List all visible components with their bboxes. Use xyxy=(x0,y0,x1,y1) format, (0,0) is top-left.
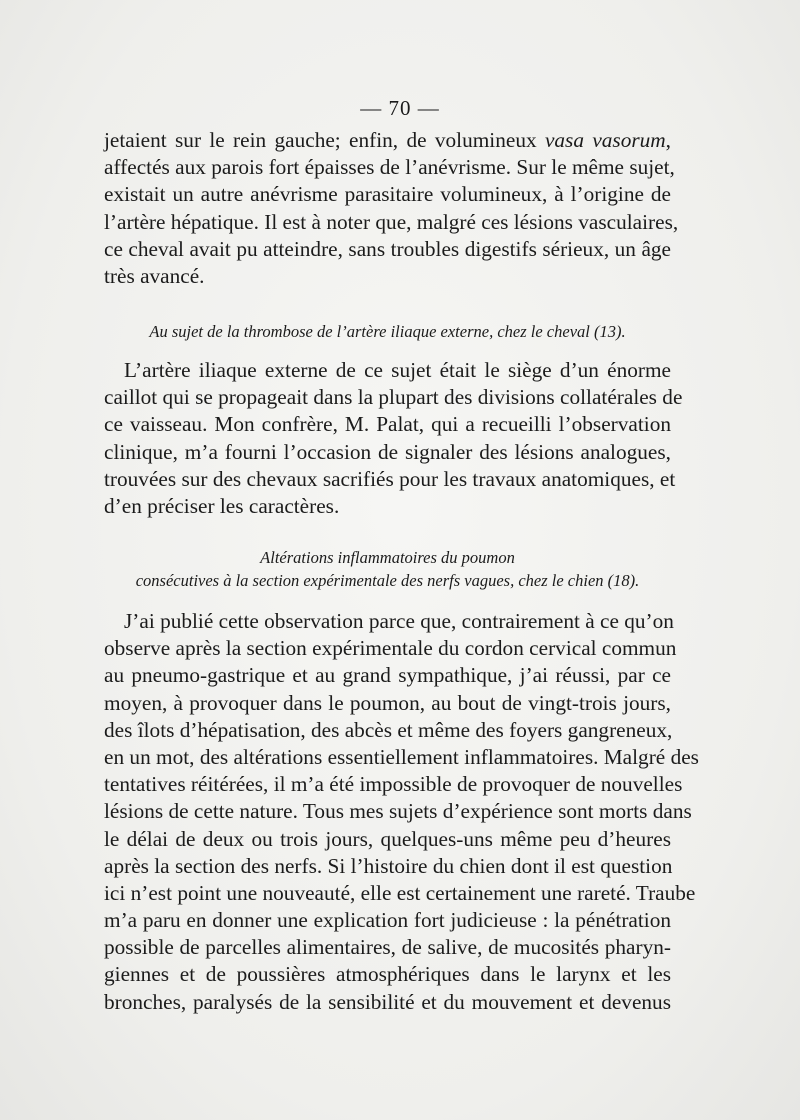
text-line: trouvées sur des chevaux sacrifiés pour les travaux anatomiques, et xyxy=(104,466,676,491)
text-line: très avancé. xyxy=(104,263,205,288)
text-line: affectés aux parois fort épaisses de l’anévrisme. Sur le même sujet, xyxy=(104,155,675,180)
text-line: caillot qui se propageait dans la plupart des divisions collatérales de xyxy=(104,385,683,410)
text-line: au pneumo-gastrique et au grand sympathique, j’ai réussi, par ce xyxy=(104,663,671,688)
text-line: existait un autre anévrisme parasitaire volumineux, à l’origine de xyxy=(104,182,671,207)
text-line: tentatives réitérées, il m’a été impossible de provoquer de nouvelles xyxy=(104,772,683,797)
section-heading-lung-title: Altérations inflammatoires du poumon xyxy=(260,548,515,567)
text-line: moyen, à provoquer dans le poumon, au bout de vingt-trois jours, xyxy=(104,690,671,715)
section-heading-lung-subtitle: consécutives à la section expérimentale des nerfs vagues, chez le chien (18). xyxy=(135,571,640,590)
text-line: bronches, paralysés de la sensibilité et du mouvement et devenus xyxy=(104,989,671,1014)
text-line: m’a paru en donner une explication fort judicieuse : la pénétration xyxy=(104,908,671,933)
section-heading-thrombosis: Au sujet de la thrombose de l’artère iliaque externe, chez le cheval (13). xyxy=(149,322,626,341)
paragraph-lung xyxy=(104,608,699,1016)
text-line: après la section des nerfs. Si l’histoire du chien dont il est question xyxy=(104,853,673,878)
text-line: observe après la section expérimentale du cordon cervical commun xyxy=(104,636,677,661)
text-line: possible de parcelles alimentaires, de salive, de mucosités pharyn- xyxy=(104,935,671,960)
text-line: giennes et de poussières atmosphériques dans le larynx et les xyxy=(104,962,671,987)
text-line: ce cheval avait pu atteindre, sans troubles digestifs sérieux, un âge xyxy=(104,236,671,261)
text-line: J’ai publié cette observation parce que, contrairement à ce qu’on xyxy=(124,609,674,633)
text-line: clinique, m’a fourni l’occasion de signaler des lésions analogues, xyxy=(104,439,671,464)
text-line: jetaient sur le rein gauche; enfin, de volumineux vasa vasorum, xyxy=(104,128,671,152)
text-line: lésions de cette nature. Tous mes sujets d’expérience sont morts dans xyxy=(104,799,692,824)
text-line: le délai de deux ou trois jours, quelques-uns même peu d’heures xyxy=(104,826,671,851)
text-line: des îlots d’hépatisation, des abcès et même des foyers gangreneux, xyxy=(104,717,673,742)
paragraph-aneurysm xyxy=(104,127,679,290)
text-line: L’artère iliaque externe de ce sujet était le siège d’un énorme xyxy=(124,358,671,382)
text-line: ici n’est point une nouveauté, elle est certainement une rareté. Traube xyxy=(104,880,696,905)
text-line: ce vaisseau. Mon confrère, M. Palat, qui a recueilli l’observation xyxy=(104,412,671,437)
text-line: d’en préciser les caractères. xyxy=(104,493,340,518)
page-number: — 70 — xyxy=(360,96,440,120)
paragraph-thrombosis xyxy=(104,357,683,520)
text-line: en un mot, des altérations essentiellement inflammatoires. Malgré des xyxy=(104,744,699,769)
text-line: l’artère hépatique. Il est à noter que, malgré ces lésions vasculaires, xyxy=(104,209,679,234)
